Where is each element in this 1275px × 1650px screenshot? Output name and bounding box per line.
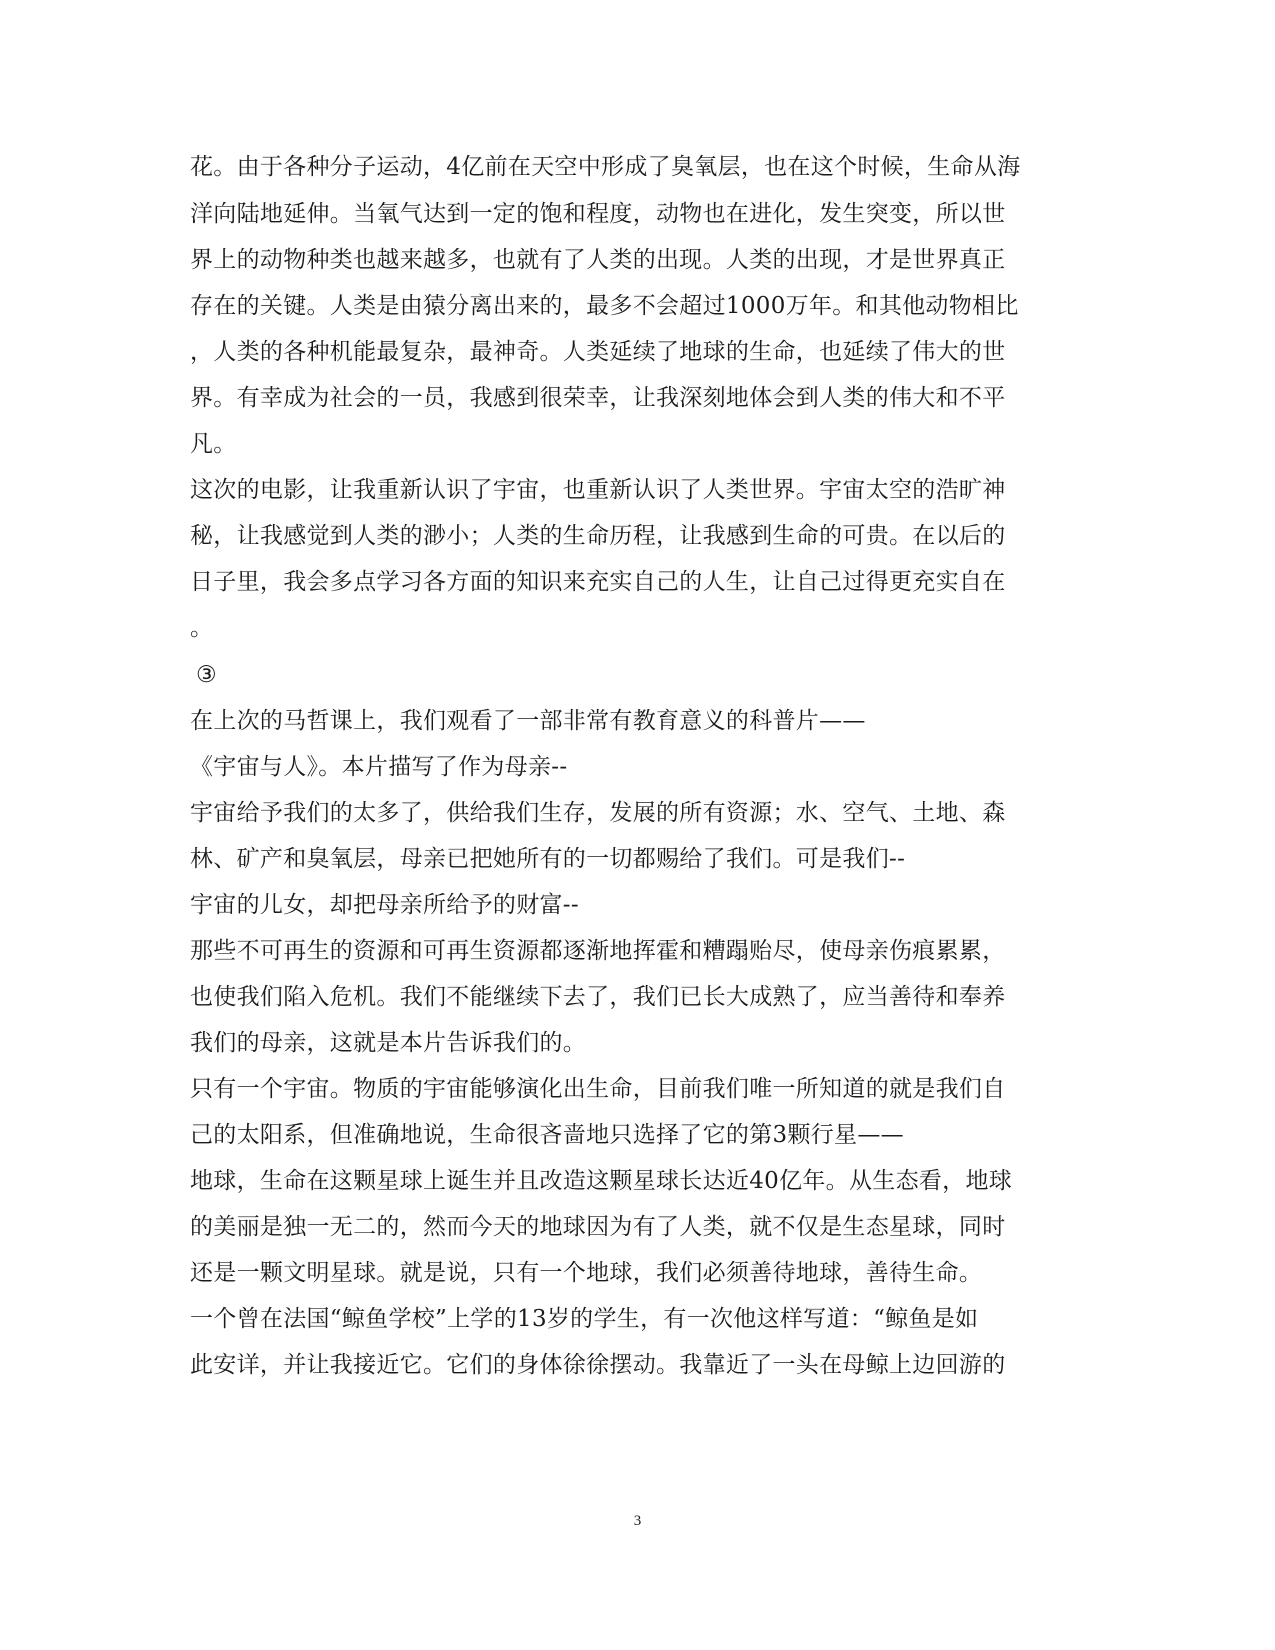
text-line: 那些不可再生的资源和可再生资源都逐渐地挥霍和糟蹋贻尽，使母亲伤痕累累， bbox=[190, 938, 1006, 964]
text-line: 我们的母亲，这就是本片告诉我们的。 bbox=[190, 1030, 587, 1056]
section-marker: ③ bbox=[196, 662, 217, 688]
text-line: 凡。 bbox=[190, 431, 237, 457]
text-line: 宇宙给予我们的太多了，供给我们生存，发展的所有资源；水、空气、土地、森 bbox=[190, 800, 1006, 826]
text-line: 还是一颗文明星球。就是说，只有一个地球，我们必须善待地球，善待生命。 bbox=[190, 1260, 983, 1286]
text-line: 的美丽是独一无二的，然而今天的地球因为有了人类，就不仅是生态星球，同时 bbox=[190, 1214, 1006, 1240]
text-line: 秘，让我感觉到人类的渺小；人类的生命历程，让我感到生命的可贵。在以后的 bbox=[190, 523, 1006, 549]
text-line: 。 bbox=[190, 615, 214, 641]
text-line: 只有一个宇宙。物质的宇宙能够演化出生命，目前我们唯一所知道的就是我们自 bbox=[190, 1076, 1006, 1102]
text-line: 宇宙的儿女，却把母亲所给予的财富-- bbox=[190, 892, 579, 918]
text-line: ，人类的各种机能最复杂，最神奇。人类延续了地球的生命，也延续了伟大的世 bbox=[190, 339, 1006, 365]
text-line: 林、矿产和臭氧层，母亲已把她所有的一切都赐给了我们。可是我们-- bbox=[190, 846, 906, 872]
text-line: 也使我们陷入危机。我们不能继续下去了，我们已长大成熟了，应当善待和奉养 bbox=[190, 984, 1006, 1010]
text-line: 界上的动物种类也越来越多，也就有了人类的出现。人类的出现，才是世界真正 bbox=[190, 247, 1006, 273]
text-line: 己的太阳系，但准确地说，生命很吝啬地只选择了它的第3颗行星—— bbox=[190, 1122, 904, 1148]
text-line: 一个曾在法国“鲸鱼学校”上学的13岁的学生，有一次他这样写道：“鲸鱼是如 bbox=[190, 1306, 979, 1332]
text-line: 花。由于各种分子运动，4亿前在天空中形成了臭氧层，也在这个时候，生命从海 bbox=[190, 154, 1021, 180]
text-line: 《宇宙与人》。本片描写了作为母亲-- bbox=[190, 754, 568, 780]
text-line: 存在的关键。人类是由猿分离出来的，最多不会超过1000万年。和其他动物相比 bbox=[190, 293, 1019, 319]
text-line: 日子里，我会多点学习各方面的知识来充实自己的人生，让自己过得更充实自在 bbox=[190, 569, 1006, 595]
text-line: 这次的电影，让我重新认识了宇宙，也重新认识了人类世界。宇宙太空的浩旷神 bbox=[190, 477, 1006, 503]
page-number: 3 bbox=[633, 1513, 642, 1529]
text-line: 洋向陆地延伸。当氧气达到一定的饱和程度，动物也在进化，发生突变，所以世 bbox=[190, 201, 1006, 227]
text-line: 此安详，并让我接近它。它们的身体徐徐摆动。我靠近了一头在母鲸上边回游的 bbox=[190, 1352, 1006, 1378]
text-line: 地球，生命在这颗星球上诞生并且改造这颗星球长达近40亿年。从生态看，地球 bbox=[190, 1168, 1013, 1194]
text-line: 界。有幸成为社会的一员，我感到很荣幸，让我深刻地体会到人类的伟大和不平 bbox=[190, 385, 1006, 411]
text-line: 在上次的马哲课上，我们观看了一部非常有教育意义的科普片—— bbox=[190, 708, 866, 734]
